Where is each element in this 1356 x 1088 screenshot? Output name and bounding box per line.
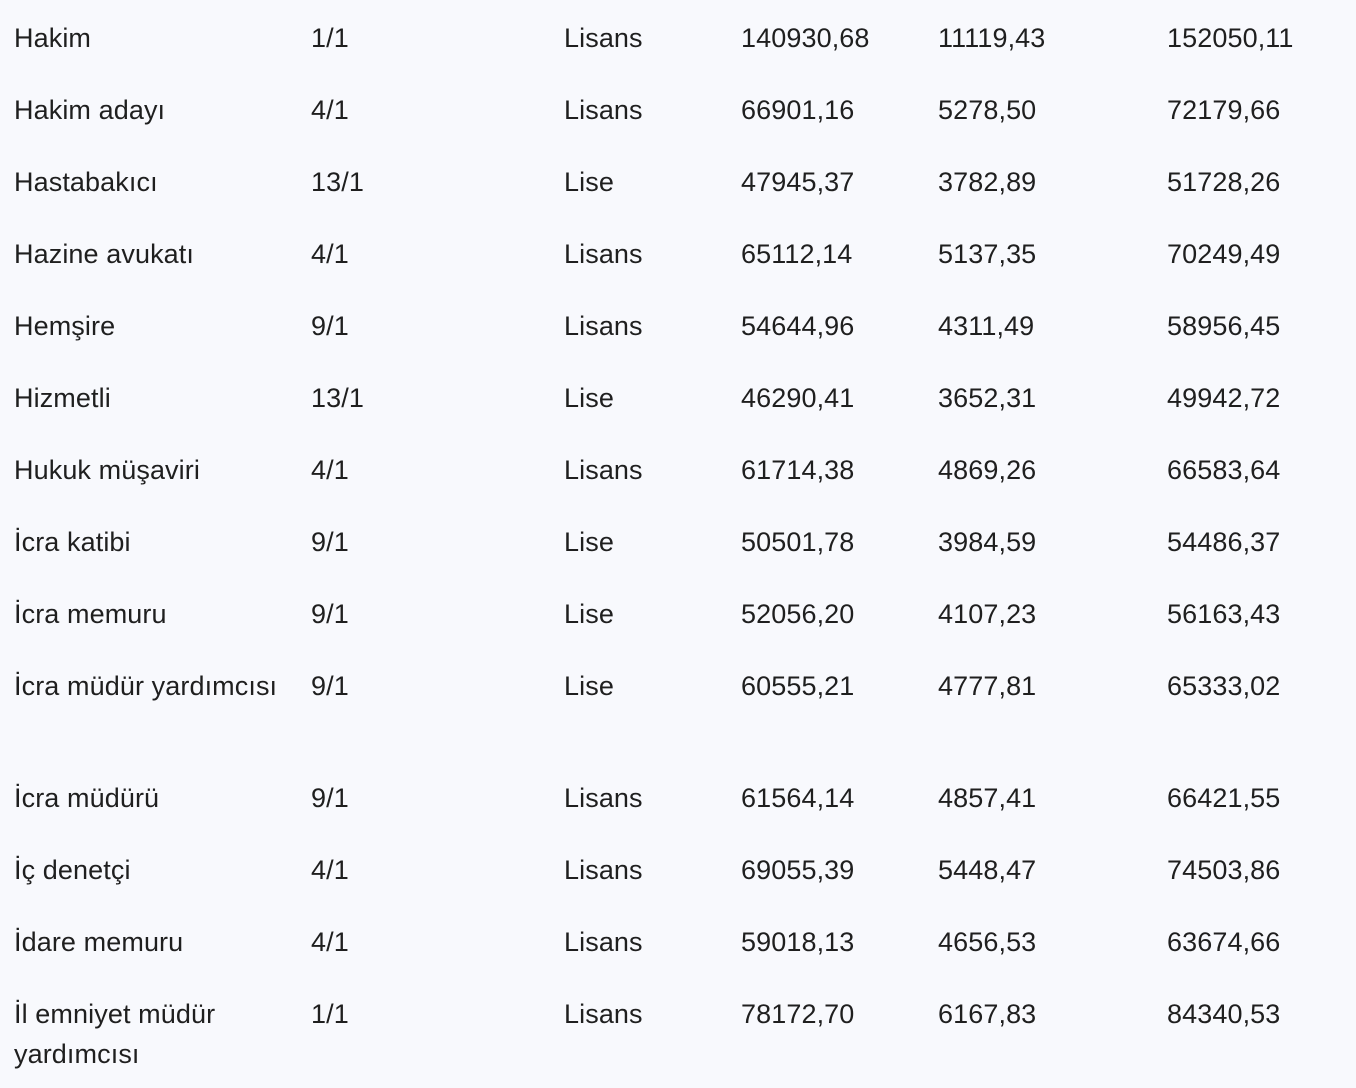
extra-amount-cell: 11119,43 [938,23,1046,53]
degree-cell: 1/1 [311,999,349,1029]
base-salary-cell: 46290,41 [741,383,855,413]
total-salary-cell: 51728,26 [1167,167,1281,197]
total-salary-cell: 65333,02 [1167,671,1281,701]
job-title-cell: Hemşire [14,311,116,341]
total-salary-cell: 70249,49 [1167,239,1281,269]
base-salary-cell: 78172,70 [741,999,855,1029]
extra-amount-cell: 4107,23 [938,599,1037,629]
education-cell: Lise [564,671,614,701]
degree-cell: 4/1 [311,95,349,125]
extra-amount-cell: 4869,26 [938,455,1037,485]
job-title-cell: Hakim adayı [14,95,166,125]
extra-amount-cell: 5137,35 [938,239,1037,269]
base-salary-cell: 140930,68 [741,23,870,53]
base-salary-cell: 65112,14 [741,239,853,269]
degree-cell: 13/1 [311,167,364,197]
extra-amount-cell: 4857,41 [938,783,1037,813]
education-cell: Lise [564,383,614,413]
job-title-cell: İcra katibi [14,527,131,557]
education-cell: Lisans [564,23,643,53]
job-title-cell: İdare memuru [14,927,184,957]
base-salary-cell: 60555,21 [741,671,855,701]
total-salary-cell: 72179,66 [1167,95,1281,125]
base-salary-cell: 50501,78 [741,527,855,557]
degree-cell: 9/1 [311,599,349,629]
degree-cell: 4/1 [311,855,349,885]
total-salary-cell: 74503,86 [1167,855,1281,885]
extra-amount-cell: 3652,31 [938,383,1037,413]
degree-cell: 9/1 [311,783,349,813]
degree-cell: 9/1 [311,671,349,701]
extra-amount-cell: 3782,89 [938,167,1037,197]
job-title-cell: İcra müdürü [14,783,160,813]
degree-cell: 9/1 [311,311,349,341]
total-salary-cell: 63674,66 [1167,927,1281,957]
table-row [0,0,1356,72]
education-cell: Lisans [564,95,643,125]
extra-amount-cell: 4777,81 [938,671,1037,701]
table-row [0,904,1356,976]
base-salary-cell: 61714,38 [741,455,855,485]
education-cell: Lisans [564,999,643,1029]
table-row [0,504,1356,576]
job-title-cell: İcra memuru [14,599,167,629]
job-title-cell: İcra müdür yardımcısı [14,671,278,701]
total-salary-cell: 58956,45 [1167,311,1281,341]
education-cell: Lisans [564,239,643,269]
degree-cell: 4/1 [311,239,349,269]
education-cell: Lisans [564,455,643,485]
table-row [0,144,1356,216]
degree-cell: 1/1 [311,23,349,53]
base-salary-cell: 61564,14 [741,783,855,813]
base-salary-cell: 54644,96 [741,311,855,341]
education-cell: Lisans [564,311,643,341]
education-cell: Lise [564,167,614,197]
degree-cell: 13/1 [311,383,364,413]
table-row [0,760,1356,832]
degree-cell: 4/1 [311,927,349,957]
total-salary-cell: 54486,37 [1167,527,1281,557]
job-title-cell: Hazine avukatı [14,239,194,269]
extra-amount-cell: 5278,50 [938,95,1037,125]
degree-cell: 4/1 [311,455,349,485]
table-row [0,976,1356,1088]
extra-amount-cell: 4311,49 [938,311,1035,341]
education-cell: Lisans [564,855,643,885]
job-title-cell: Hizmetli [14,383,111,413]
education-cell: Lisans [564,927,643,957]
table-row [0,288,1356,360]
total-salary-cell: 152050,11 [1167,23,1294,53]
table-row [0,576,1356,648]
table-row [0,432,1356,504]
table-row [0,648,1356,760]
job-title-cell: Hakim [14,23,92,53]
base-salary-cell: 59018,13 [741,927,855,957]
education-cell: Lisans [564,783,643,813]
extra-amount-cell: 5448,47 [938,855,1037,885]
extra-amount-cell: 6167,83 [938,999,1037,1029]
education-cell: Lise [564,599,614,629]
total-salary-cell: 49942,72 [1167,383,1281,413]
table-row [0,216,1356,288]
job-title-cell: Hukuk müşaviri [14,455,200,485]
total-salary-cell: 56163,43 [1167,599,1281,629]
table-row [0,72,1356,144]
extra-amount-cell: 3984,59 [938,527,1037,557]
job-title-cell: Hastabakıcı [14,167,158,197]
base-salary-cell: 66901,16 [741,95,855,125]
total-salary-cell: 84340,53 [1167,999,1281,1029]
table-row [0,832,1356,904]
base-salary-cell: 47945,37 [741,167,855,197]
job-title-cell: İç denetçi [14,855,131,885]
job-title-cell: İl emniyet müdür yardımcısı [14,999,216,1069]
education-cell: Lise [564,527,614,557]
base-salary-cell: 69055,39 [741,855,855,885]
table-row [0,360,1356,432]
extra-amount-cell: 4656,53 [938,927,1037,957]
total-salary-cell: 66583,64 [1167,455,1281,485]
total-salary-cell: 66421,55 [1167,783,1281,813]
degree-cell: 9/1 [311,527,349,557]
base-salary-cell: 52056,20 [741,599,855,629]
